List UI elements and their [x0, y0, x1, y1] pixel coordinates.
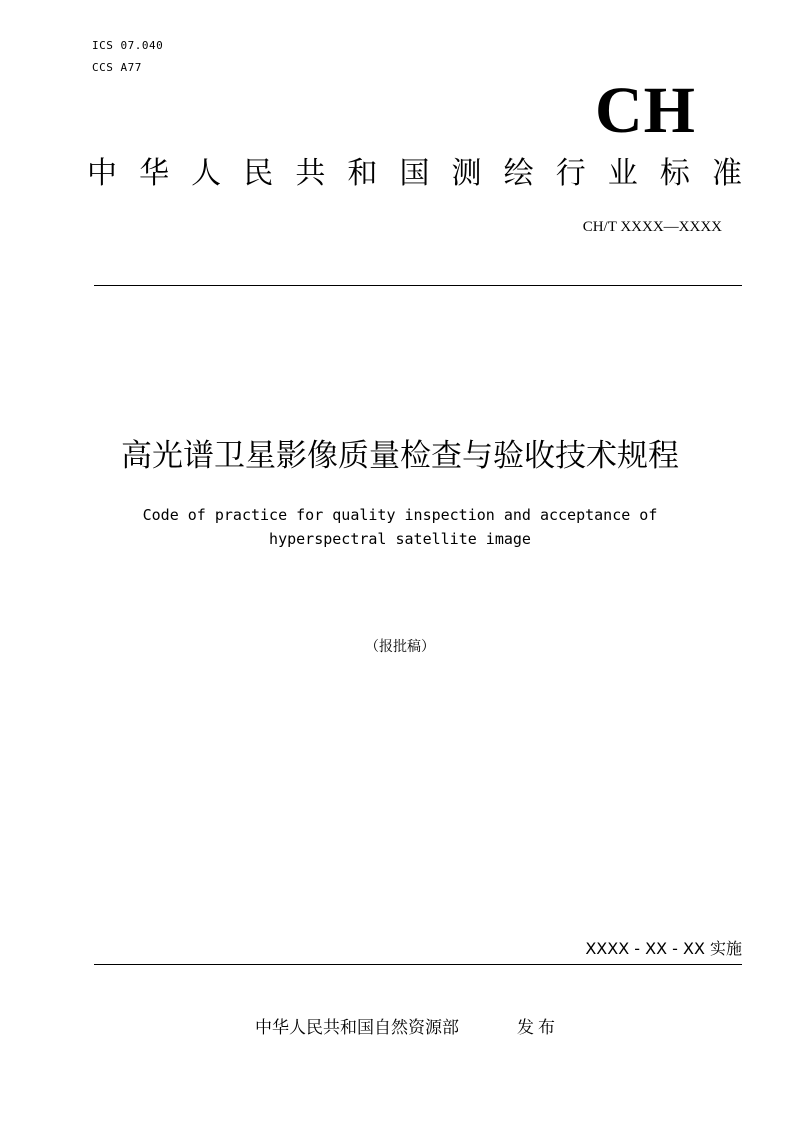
standard-name-char: 民 [243, 156, 274, 191]
standard-category-name [87, 152, 742, 196]
english-title-line-1: Code of practice for quality inspection and acceptance of [142, 506, 658, 524]
top-divider [94, 285, 742, 286]
standard-name-char: 共 [295, 156, 326, 191]
standard-name-char: 行 [555, 156, 586, 191]
ch-logo: CH [595, 74, 696, 147]
standard-name-char: 和 [347, 156, 378, 191]
draft-status: （报批稿） [365, 639, 435, 655]
standard-name-char: 准 [711, 156, 742, 191]
standard-name-char: 中 [87, 156, 117, 191]
ccs-code: CCS A77 [92, 61, 142, 74]
implementation-date: XXXX - XX - XX 实施 [585, 939, 742, 958]
standard-name-char: 华 [139, 156, 170, 191]
standard-name-char: 测 [451, 156, 482, 191]
standard-name-char: 国 [399, 156, 430, 191]
standard-name-char: 人 [191, 156, 222, 191]
standard-name-char: 业 [607, 156, 638, 191]
standard-name-char: 标 [659, 156, 690, 191]
issuing-authority: 中华人民共和国自然资源部 [255, 1018, 459, 1038]
standard-name-char: 绘 [503, 156, 534, 191]
english-title-line-2: hyperspectral satellite image [269, 530, 531, 548]
chinese-title: 高光谱卫星影像质量检查与验收技术规程 [121, 438, 679, 474]
bottom-divider [94, 964, 742, 965]
issue-action: 发布 [517, 1018, 559, 1038]
ics-code: ICS 07.040 [92, 39, 164, 52]
standard-number: CH/T XXXX—XXXX [582, 219, 722, 235]
